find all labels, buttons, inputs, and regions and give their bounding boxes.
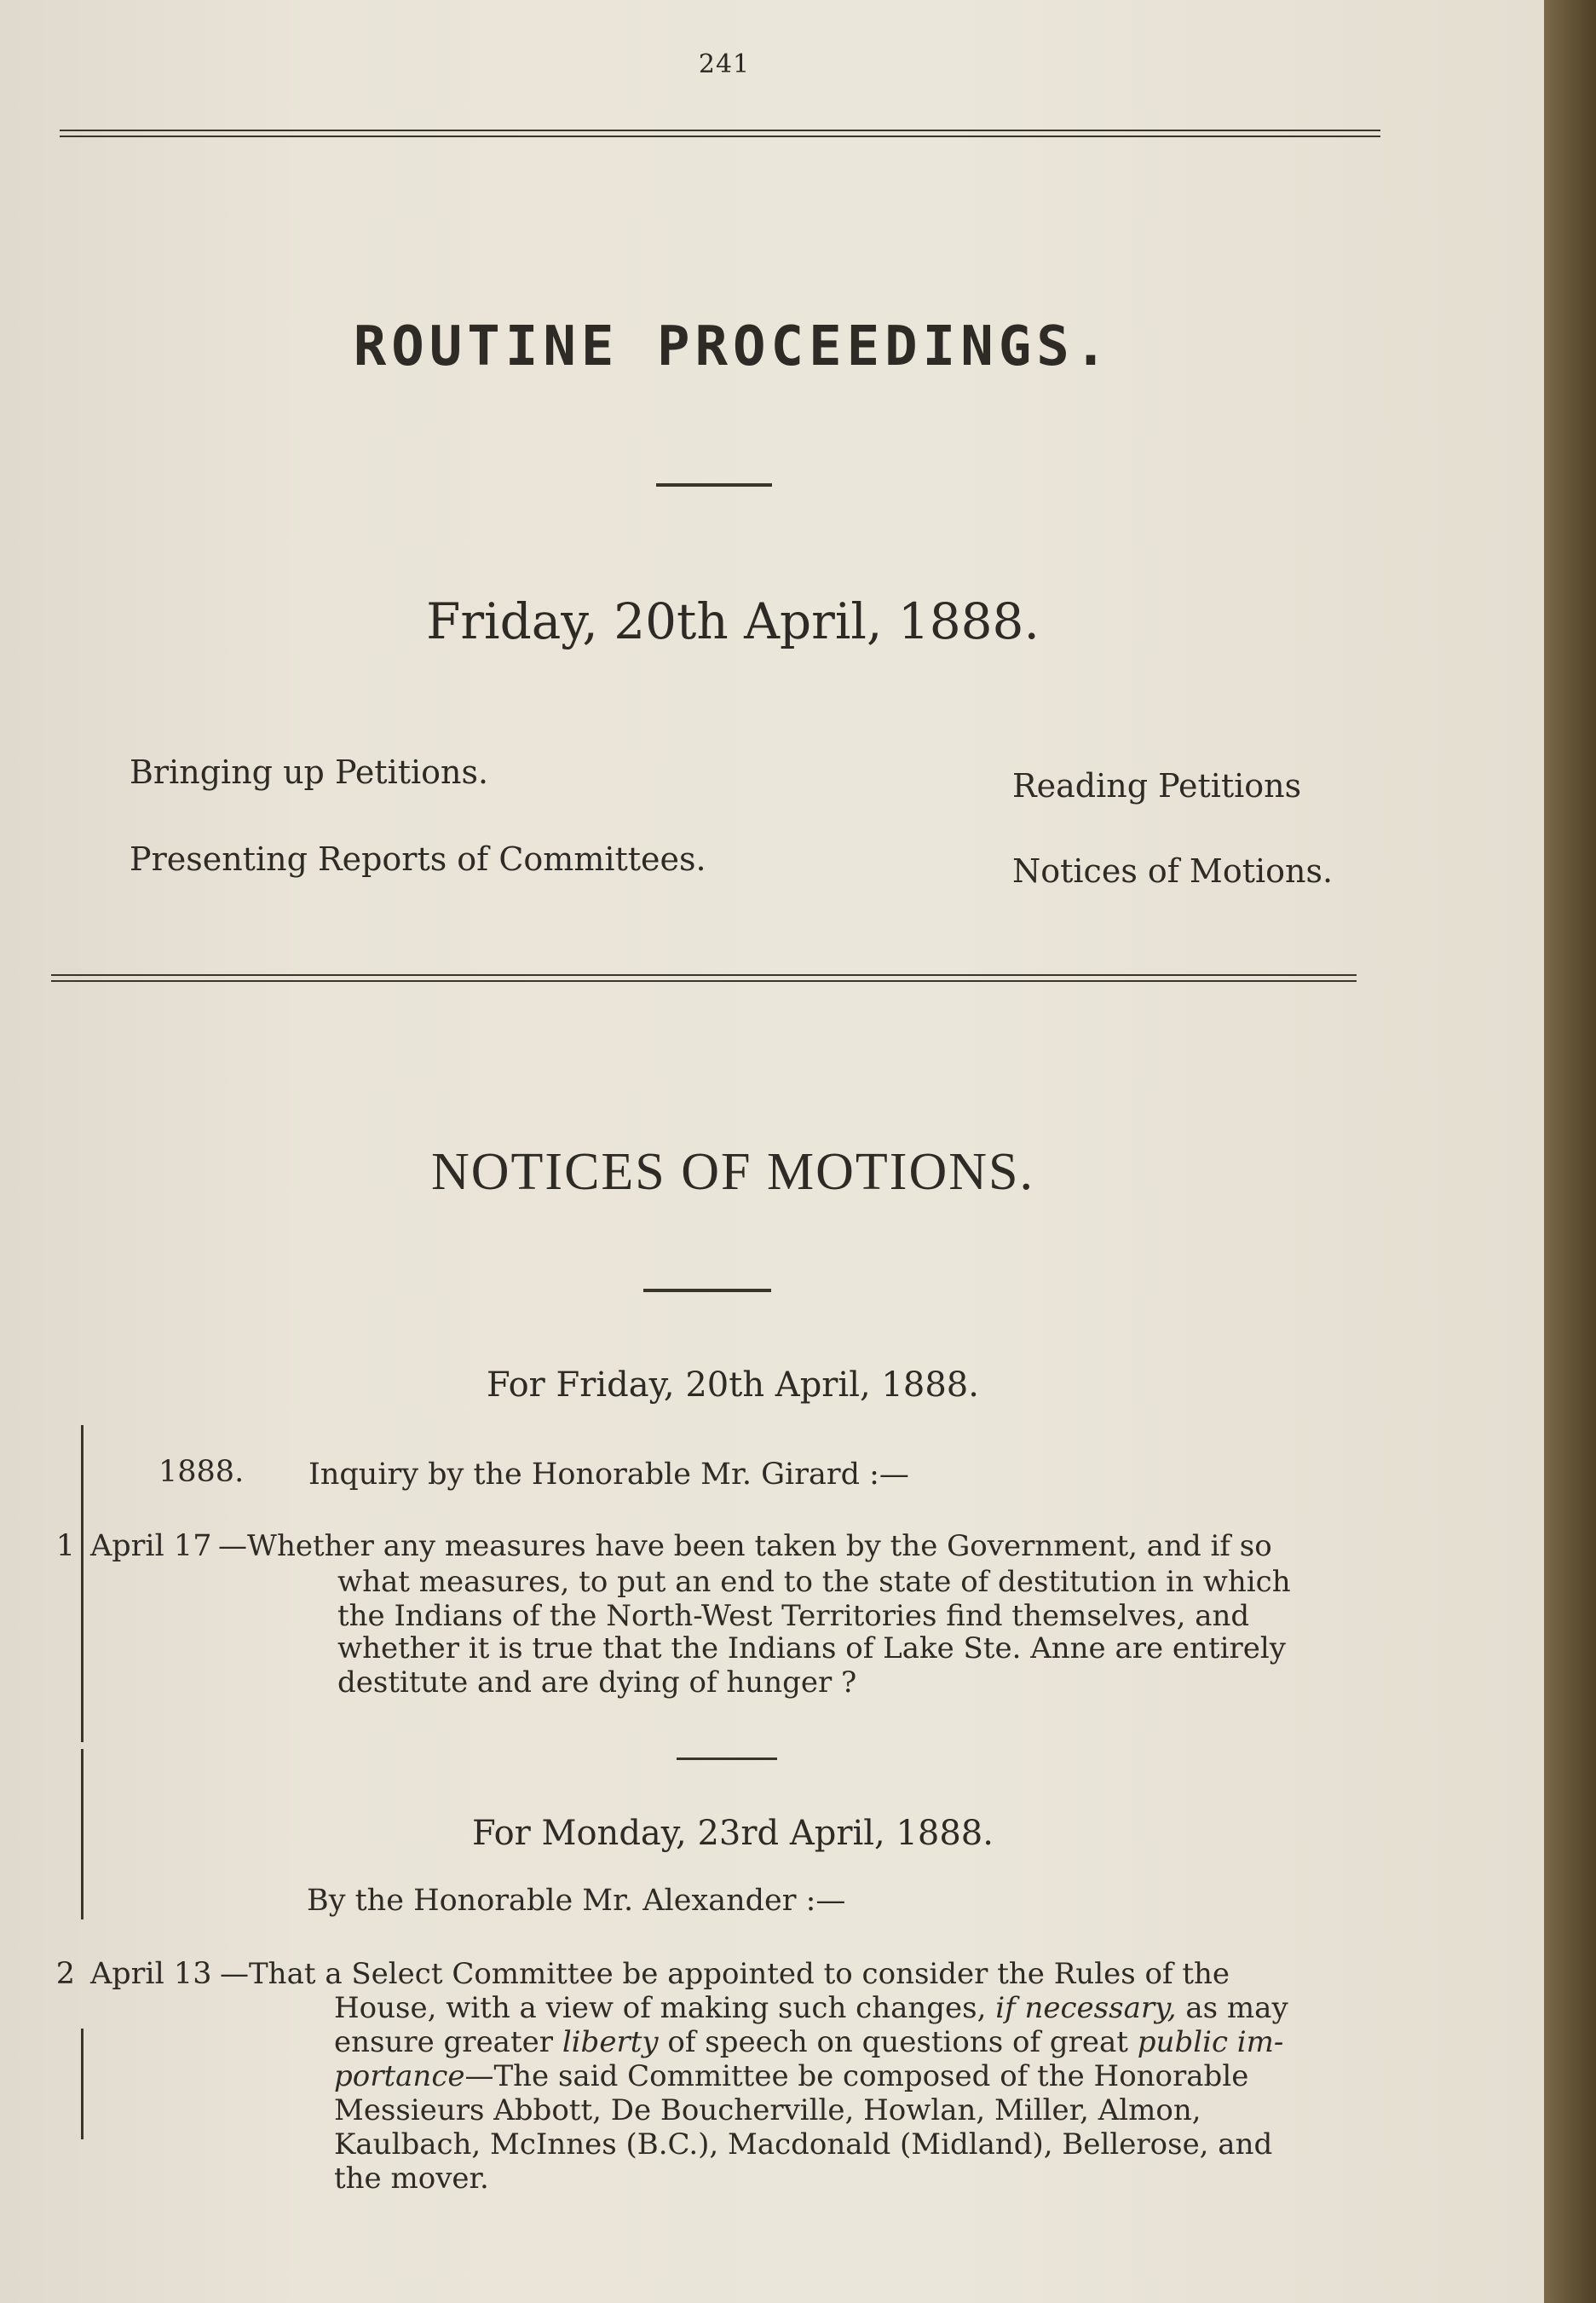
section-2-mover: By the Honorable Mr. Alexander :—: [307, 1884, 846, 1918]
page-number: 241: [698, 49, 751, 79]
routine-item-notices-of-motions: Notices of Motions.: [1012, 852, 1334, 890]
top-double-rule: [60, 130, 1380, 137]
notices-of-motions-title: NOTICES OF MOTIONS.: [431, 1143, 1034, 1201]
motion-2-line-2: [334, 1991, 1357, 2025]
motion-2-line-6: Kaulbach, McInnes (B.C.), Macdonald (Midland), Bellerose, and: [334, 2127, 1273, 2162]
motion-2-of-speech: of speech on questions of great: [667, 2025, 1128, 2059]
middle-double-rule: [51, 974, 1357, 982]
motion-2-ensure-greater: ensure greater: [334, 2025, 553, 2059]
section-1-for-date: For Friday, 20th April, 1888.: [487, 1365, 979, 1405]
motion-2-if-necessary: if necessary,: [995, 1991, 1177, 2025]
motion-2-public-im: public im-: [1137, 2025, 1284, 2059]
motion-2-line-1: —That a Select Committee be appointed to consider the Rules of the: [220, 1957, 1230, 1991]
section-1-year: 1888.: [158, 1455, 245, 1489]
motion-2-line-2-text: House, with a view of making such changes,: [334, 1991, 987, 2025]
section-2-for-date: For Monday, 23rd April, 1888.: [472, 1814, 994, 1853]
motion-2-liberty: liberty: [562, 2025, 659, 2059]
motion-2-number: 2: [55, 1957, 75, 1991]
motion-1-line-2: what measures, to put an end to the state of destitution in which: [337, 1565, 1291, 1599]
routine-proceedings-title: ROUTINE PROCEEDINGS.: [353, 315, 1113, 378]
motion-1-date: April 17: [90, 1529, 212, 1563]
motion-1-line-1: —Whether any measures have been taken by the Government, and if so: [218, 1529, 1272, 1563]
motion-2-line-7: the mover.: [334, 2162, 489, 2196]
section-1-margin-bar: [81, 1425, 84, 1742]
routine-date: Friday, 20th April, 1888.: [426, 592, 1040, 650]
motion-2-as-may: as may: [1185, 1991, 1288, 2025]
book-page-edge: [1544, 0, 1596, 2303]
routine-item-presenting-reports: Presenting Reports of Committees.: [130, 840, 706, 878]
section-divider: [677, 1758, 777, 1760]
motion-2-portance: portance: [334, 2059, 465, 2093]
motion-1-line-4: whether it is true that the Indians of Lake Ste. Anne are entirely: [337, 1631, 1286, 1665]
motion-1-line-5: destitute and are dying of hunger ?: [337, 1665, 857, 1700]
notices-divider: [643, 1289, 771, 1292]
section-1-mover: Inquiry by the Honorable Mr. Girard :—: [308, 1457, 909, 1492]
motion-2-line-3: [334, 2025, 1357, 2059]
motion-1-line-3: the Indians of the North-West Territories find themselves, and: [337, 1599, 1250, 1633]
routine-item-reading-petitions: Reading Petitions: [1012, 767, 1302, 805]
routine-item-bringing-up-petitions: Bringing up Petitions.: [130, 753, 489, 791]
section-2-margin-bar-upper: [81, 1749, 84, 1919]
motion-1-number: 1: [55, 1529, 75, 1563]
section-2-margin-bar-lower: [81, 2029, 84, 2139]
motion-2-date: April 13: [90, 1957, 212, 1991]
motion-2-line-5: Messieurs Abbott, De Boucherville, Howlan, Miller, Almon,: [334, 2093, 1201, 2127]
motion-2-line-4: [334, 2059, 1357, 2093]
motion-2-committee-composed: —The said Committee be composed of the Honorable: [464, 2059, 1249, 2093]
title-divider: [656, 483, 772, 487]
